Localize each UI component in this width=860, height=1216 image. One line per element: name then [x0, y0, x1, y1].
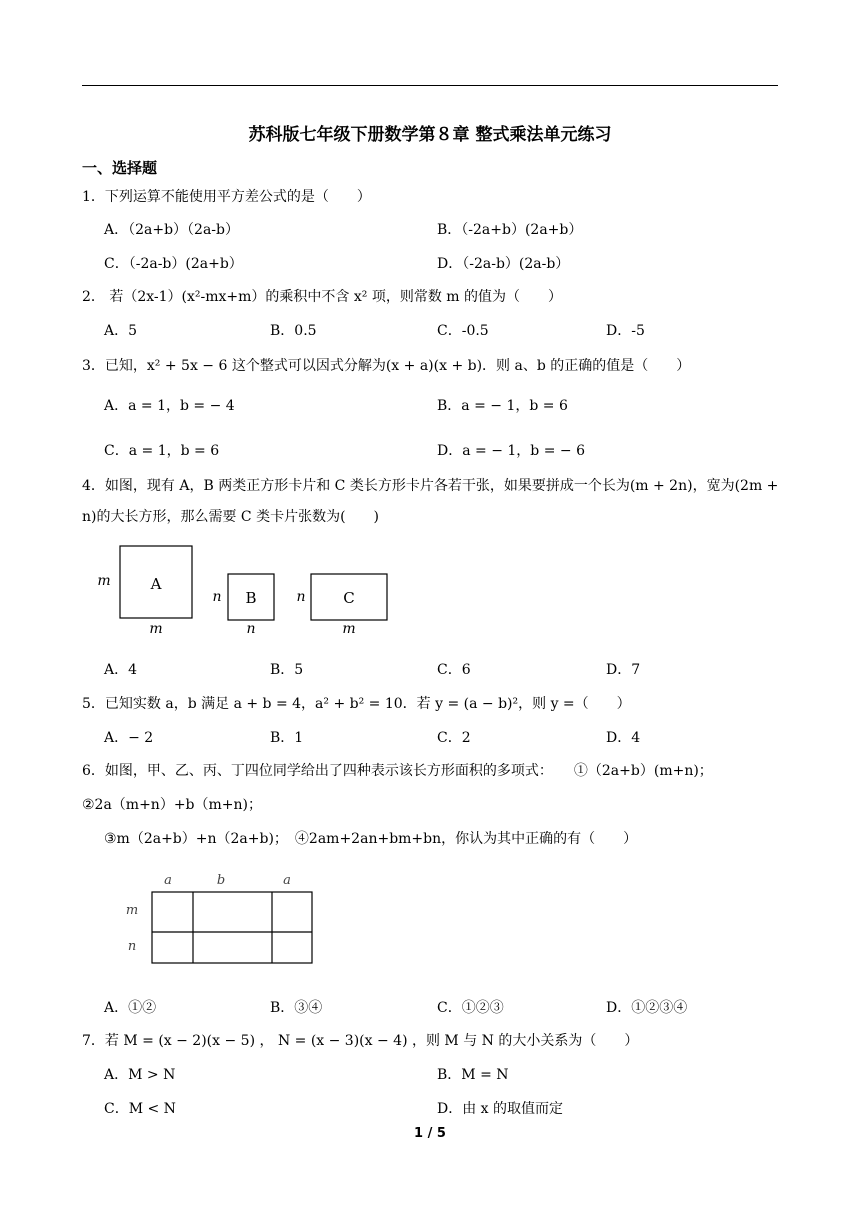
question-1-option-a: A．（2a+b）（2a-b） [104, 222, 240, 238]
question-4-option-a: A．4 [104, 662, 138, 678]
question-6-stem-line-2: ②2a（m+n）+b（m+n)； [82, 797, 263, 813]
question-2-stem: 2． 若（2x-1）(x²-mx+m）的乘积中不含 x² 项，则常数 m 的值为（ ） [82, 289, 563, 305]
question-5-option-a: A．− 2 [104, 730, 154, 746]
question-1-stem: 1．下列运算不能使用平方差公式的是（ ） [82, 189, 371, 205]
question-3-option-c: C．a = 1，b = 6 [104, 443, 220, 459]
top-label-b: b [216, 873, 226, 888]
question-6-option-b: B．③④ [270, 1000, 323, 1016]
question-4-option-b: B．5 [270, 662, 304, 678]
question-1-option-d: D．（-2a-b）(2a-b） [437, 256, 570, 272]
question-6-option-c: C．①②③ [437, 1000, 504, 1016]
question-1-option-c: C．（-2a-b）(2a+b） [104, 256, 243, 272]
question-3-option-d: D．a = − 1，b = − 6 [437, 443, 585, 459]
card-b-bottom-label: n [246, 621, 256, 637]
question-2-option-c: C．-0.5 [437, 323, 489, 339]
question-4-option-c: C．6 [437, 662, 471, 678]
card-b-label: B [245, 589, 257, 607]
question-6-stem-line-1: 6．如图，甲、乙、丙、丁四位同学给出了四种表示该长方形面积的多项式： ①（2a+b）(m+n)； [82, 763, 713, 779]
question-7-option-a: A．M > N [104, 1067, 176, 1083]
question-4-stem: 4．如图，现有 A，B 两类正方形卡片和 C 类长方形卡片各若干张，如果要拼成一个长为(m + 2n)，宽为(2m + n)的大长方形，那么需要 C 类卡片张数为( ) [82, 478, 779, 525]
question-4-option-d: D．7 [606, 662, 641, 678]
question-2-option-d: D．-5 [606, 323, 645, 339]
header-rule [82, 85, 778, 86]
question-3-option-a: A．a = 1，b = − 4 [104, 398, 235, 414]
card-a-bottom-label: m [149, 621, 163, 637]
side-label-m: m [125, 903, 139, 918]
card-a-label: A [150, 575, 162, 593]
question-2-option-b: B．0.5 [270, 323, 317, 339]
page-number: 1 / 5 [414, 1126, 446, 1141]
question-6-option-d: D．①②③④ [606, 1000, 688, 1016]
card-c-label: C [343, 589, 355, 607]
question-6-option-a: A．①② [104, 1000, 157, 1016]
question-5-option-d: D．4 [606, 730, 641, 746]
question-7-option-c: C．M < N [104, 1101, 176, 1117]
side-label-n: n [127, 939, 137, 954]
card-c-bottom-label: m [342, 621, 356, 637]
page-title: 苏科版七年级下册数学第８章 整式乘法单元练习 [248, 125, 612, 145]
question-3-stem: 3．已知，x² + 5x − 6 这个整式可以因式分解为(x + a)(x + b)．则 a、b 的正确的值是（ ） [82, 358, 691, 374]
card-b-side-label: n [212, 589, 222, 605]
question-6-figure [120, 868, 320, 968]
question-6-stem-line-3: ③m（2a+b）+n（2a+b)； ④2am+2an+bm+bn，你认为其中正确的有（ ） [104, 831, 638, 847]
question-2-option-a: A．5 [104, 323, 138, 339]
top-label-a-left: a [164, 873, 172, 888]
question-1-option-b: B．（-2a+b）(2a+b） [437, 222, 583, 238]
top-label-a-right: a [283, 873, 291, 888]
question-7-option-b: B．M = N [437, 1067, 509, 1083]
area-rectangle [152, 892, 312, 963]
question-4-figure [96, 538, 396, 644]
card-a-side-label: m [97, 573, 111, 589]
question-5-option-b: B．1 [270, 730, 304, 746]
question-7-option-d: D．由 x 的取值而定 [437, 1101, 564, 1117]
question-5-option-c: C．2 [437, 730, 471, 746]
card-c-side-label: n [296, 589, 306, 605]
section-heading: 一、选择题 [82, 159, 158, 177]
question-3-option-b: B．a = − 1，b = 6 [437, 398, 568, 414]
question-7-stem: 7．若 M = (x − 2)(x − 5) ， N = (x − 3)(x − 4) ，则 M 与 N 的大小关系为（ ） [82, 1033, 639, 1049]
question-5-stem: 5．已知实数 a，b 满足 a + b = 4，a² + b² = 10．若 y = (a − b)²，则 y =（ ） [82, 696, 631, 712]
